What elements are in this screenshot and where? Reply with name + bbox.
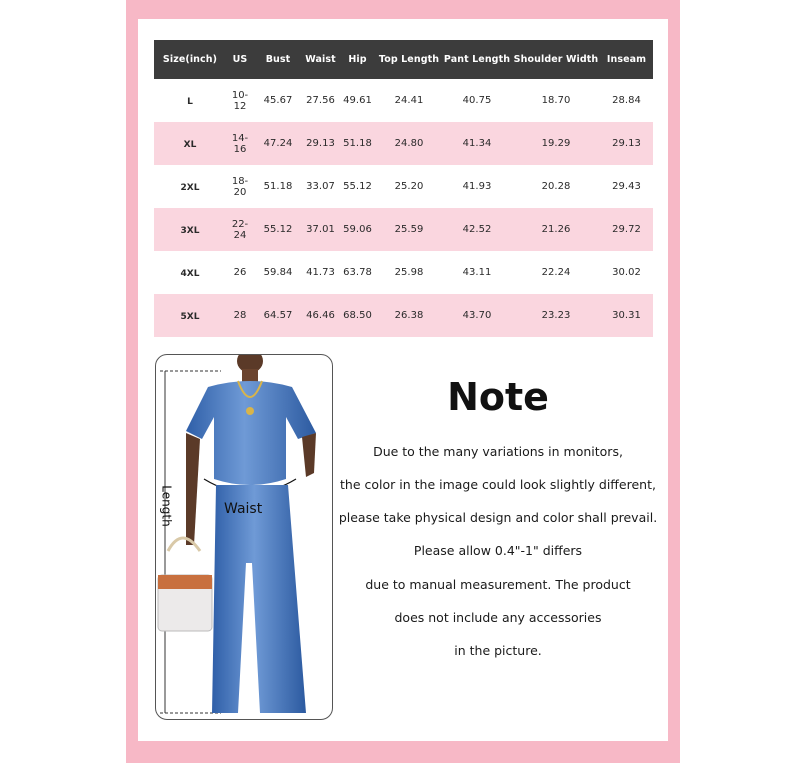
header-inseam: Inseam bbox=[600, 40, 653, 79]
inseam-cell: 29.13 bbox=[600, 122, 653, 165]
waist-cell: 46.46 bbox=[302, 294, 339, 337]
hip-cell: 49.61 bbox=[343, 95, 372, 106]
table-row bbox=[154, 79, 653, 122]
denim-pants bbox=[212, 485, 306, 713]
pant-length-cell: 42.52 bbox=[442, 208, 512, 251]
header-us: US bbox=[226, 40, 254, 79]
hip-cell: 55.12 bbox=[343, 181, 372, 192]
inseam-cell: 29.43 bbox=[612, 181, 641, 192]
us-cell: 22-24 bbox=[226, 208, 254, 251]
bust-cell: 59.84 bbox=[263, 267, 293, 278]
us-cell: 26 bbox=[233, 267, 247, 278]
pant-length-cell: 43.11 bbox=[462, 267, 492, 278]
table-row bbox=[154, 165, 653, 208]
length-label: Length bbox=[159, 485, 174, 527]
header-size: Size(inch) bbox=[154, 40, 226, 79]
us-cell: 18-20 bbox=[231, 175, 249, 198]
header-pant-length: Pant Length bbox=[442, 40, 512, 79]
header-shoulder-width: Shoulder Width bbox=[512, 40, 600, 79]
handbag-trim bbox=[158, 575, 212, 589]
hip-cell: 68.50 bbox=[339, 294, 376, 337]
hip-cell: 59.06 bbox=[339, 208, 376, 251]
size-chart-card bbox=[138, 19, 668, 741]
bust-cell: 47.24 bbox=[254, 122, 302, 165]
top-length-cell: 26.38 bbox=[376, 294, 442, 337]
model-illustration bbox=[156, 355, 332, 719]
note-line: due to manual measurement. The product bbox=[365, 577, 631, 592]
size-cell: 4XL bbox=[180, 269, 200, 279]
header-bust: Bust bbox=[254, 40, 302, 79]
header-hip: Hip bbox=[339, 40, 376, 79]
waist-cell: 41.73 bbox=[306, 267, 335, 278]
note-line: does not include any accessories bbox=[394, 610, 602, 625]
note-title: Note bbox=[447, 375, 549, 419]
bust-cell: 64.57 bbox=[254, 294, 302, 337]
shoulder-width-cell: 19.29 bbox=[512, 122, 600, 165]
note-line: Due to the many variations in monitors, bbox=[373, 444, 623, 459]
table-row bbox=[154, 122, 653, 165]
waist-cell: 33.07 bbox=[306, 181, 335, 192]
hip-cell: 63.78 bbox=[343, 267, 372, 278]
waist-label: Waist bbox=[224, 501, 263, 517]
note-line: Please allow 0.4"-1" differs bbox=[413, 543, 583, 558]
us-cell: 28 bbox=[226, 294, 254, 337]
pant-length-cell: 41.34 bbox=[442, 122, 512, 165]
inseam-cell: 30.02 bbox=[612, 267, 641, 278]
size-cell: XL bbox=[154, 122, 226, 165]
inseam-cell: 28.84 bbox=[612, 95, 641, 106]
note-line: the color in the image could look slightly different, bbox=[340, 477, 656, 492]
pant-length-cell: 40.75 bbox=[462, 95, 492, 106]
product-photo bbox=[155, 354, 333, 720]
shoulder-width-cell: 23.23 bbox=[512, 294, 600, 337]
shoulder-width-cell: 22.24 bbox=[541, 267, 571, 278]
model-neck bbox=[242, 369, 258, 383]
top-length-cell: 24.80 bbox=[376, 122, 442, 165]
bag-handle bbox=[168, 538, 200, 551]
table-header-row bbox=[154, 40, 653, 79]
top-length-cell: 25.20 bbox=[394, 181, 424, 192]
size-cell: 3XL bbox=[154, 208, 226, 251]
note-line: please take physical design and color shall prevail. bbox=[338, 510, 658, 525]
necklace-pendant bbox=[246, 407, 254, 415]
waist-cell: 37.01 bbox=[302, 208, 339, 251]
pant-length-cell: 43.70 bbox=[442, 294, 512, 337]
model-arm-right bbox=[302, 433, 316, 477]
table-row bbox=[154, 251, 653, 294]
shoulder-width-cell: 20.28 bbox=[541, 181, 571, 192]
size-table bbox=[154, 40, 653, 337]
table-row bbox=[154, 208, 653, 251]
shoulder-width-cell: 18.70 bbox=[541, 95, 571, 106]
top-length-cell: 25.98 bbox=[394, 267, 424, 278]
inseam-cell: 29.72 bbox=[600, 208, 653, 251]
bust-cell: 55.12 bbox=[254, 208, 302, 251]
table-row bbox=[154, 294, 653, 337]
top-length-cell: 25.59 bbox=[376, 208, 442, 251]
us-cell: 14-16 bbox=[226, 122, 254, 165]
inseam-cell: 30.31 bbox=[600, 294, 653, 337]
waist-cell: 27.56 bbox=[306, 95, 335, 106]
size-cell: 5XL bbox=[154, 294, 226, 337]
note-line: in the picture. bbox=[454, 643, 542, 658]
bust-cell: 45.67 bbox=[263, 95, 293, 106]
waist-cell: 29.13 bbox=[302, 122, 339, 165]
top-length-cell: 24.41 bbox=[394, 95, 424, 106]
size-cell: L bbox=[187, 97, 193, 107]
us-cell: 10-12 bbox=[231, 89, 249, 112]
pant-length-cell: 41.93 bbox=[462, 181, 492, 192]
hip-cell: 51.18 bbox=[339, 122, 376, 165]
shoulder-width-cell: 21.26 bbox=[512, 208, 600, 251]
header-waist: Waist bbox=[302, 40, 339, 79]
size-cell: 2XL bbox=[180, 183, 200, 193]
model-arm-left bbox=[186, 433, 200, 545]
header-top-length: Top Length bbox=[376, 40, 442, 79]
bust-cell: 51.18 bbox=[263, 181, 293, 192]
